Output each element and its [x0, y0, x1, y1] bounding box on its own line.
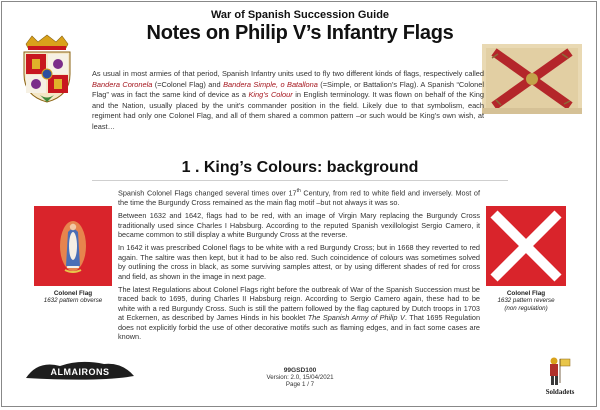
bandera-simple-term: Bandera Simple, o Batallona: [223, 79, 318, 89]
version-text: Version: 2.0, 15/04/2021: [266, 374, 334, 382]
coat-of-arms-image: [18, 34, 76, 104]
section-body: [118, 187, 480, 346]
left-caption-title: Colonel Flag: [53, 290, 93, 297]
soldadets-logo: [536, 355, 584, 397]
right-caption-title: Colonel Flag: [506, 290, 546, 297]
right-caption-sub: 1632 pattern reverse: [497, 297, 555, 305]
left-flag-caption: [24, 290, 122, 305]
footer-info: [200, 367, 400, 389]
section-heading: 1 . King’s Colours: background: [181, 159, 419, 176]
almairons-logo: [20, 358, 140, 384]
document-code: 99GSD100: [283, 367, 317, 374]
bandera-coronela-term: Bandera Coronela: [92, 79, 153, 89]
left-caption-sub: 1632 pattern obverse: [43, 297, 103, 305]
svg-text:ALMAIRONS: ALMAIRONS: [50, 367, 110, 377]
historic-flag-photo: [482, 44, 582, 114]
page-title: Notes on Philip V’s Infantry Flags: [146, 22, 454, 44]
paragraph-3: In 1642 it was prescribed Colonel flags to be white with a red Burgundy Cross; but in 1668 they reverted to red again. The saltire was then kept, but it had to be also red. Such coincidence of colours was sometimes solved by outlining the cross in black, as some surviving samples attest, or by using different shades of red for cross and field, as shown in the image in next page.: [118, 243, 480, 281]
paragraph-4: The latest Regulations about Colonel Flags right before the outbreak of War of the Spanish Succession must be traced back to 1695, during Charles II Habsburg reign. According to Sergio Camero again, these had to be white with a red Burgundy Cross. Such is still the pattern followed by the flag captured by Dutch troops in 1703 at Eckernen, as described by James Hinds in his booklet The Spanish Army of Philip V. That 1695 Regulation does not explicitly forbid the use of other decorative motifs such as flaming edges, and in fact some cases are known.: [118, 285, 481, 342]
svg-text:Soldadets: Soldadets: [545, 388, 575, 396]
paragraph-1: Spanish Colonel Flags changed several times over 17th Century, from red to white field and inversely. Most of the time the Burgundy Cross remained as the main flag motif –but not always it was so.: [118, 188, 480, 207]
right-caption-note: (non regulation): [504, 304, 548, 312]
intro-paragraph: As usual in most armies of that period, Spanish Infantry units used to fly two different kinds of flags, respectively called Bandera Coronela (=Colonel Flag) and Bandera Simple, o Batallona (=Simple, or Battalion’s Flag). A Spanish “Colonel Flag” was in fact the same kind of device as a King’s Colour in English terminology. It was flown on behalf of the King and the Nation, usually placed by the unit’s commander position in the field. Likely due to that symbolism, each regiment had only one Colonel Flag, and all of them shared a common pattern –or such would be King’s own wish, at least…: [92, 69, 484, 131]
guide-subtitle: War of Spanish Succession Guide: [210, 9, 390, 21]
page-number: Page 1 / 7: [285, 381, 315, 389]
paragraph-2: Between 1632 and 1642, flags had to be red, with an image of Virgin Mary replacing the Burgundy Cross traditionally used since Charles I Habsburg. According to the reputed Spanish vexillologist Sergio Camero, it became common to still display a white Burgundy Cross at the reverse.: [118, 211, 480, 240]
red-virgin-mary-flag-image: [34, 206, 112, 286]
kings-colour-term: King’s Colour: [248, 90, 293, 100]
red-burgundy-cross-flag-image: [486, 206, 566, 286]
section-divider: [92, 180, 508, 181]
right-flag-caption: [476, 290, 576, 312]
